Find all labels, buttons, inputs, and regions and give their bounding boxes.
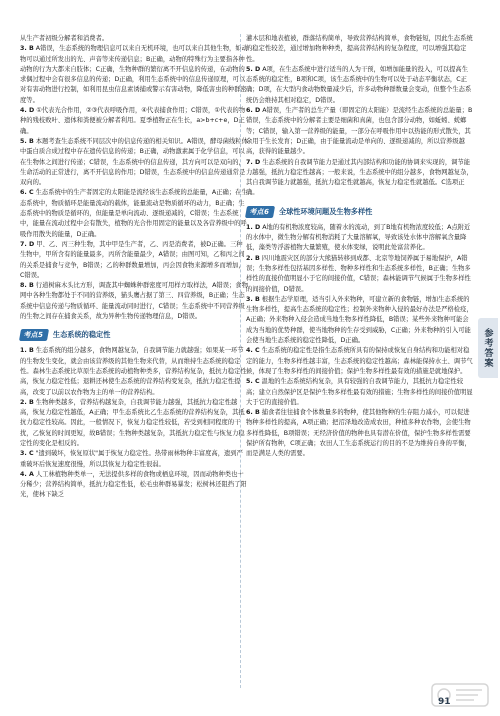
answer-explanation: 本题考查生态系统不同层次中的信息传递的相关知识。A错误，酵母菌线粒体中蛋白质合成过程中存在遗传信息的传递；B正确，动物激素属于化学信息，可以在生物体之间进行传递；C错误，生态系统中的信息传递，其方向可以是双向的，生命活动的正常进行，离不开信息的作用；D错误，生态系统中的信息传递通常是双向的。 <box>20 137 248 187</box>
answer-item <box>20 281 248 322</box>
answer-number: 6. D <box>246 107 261 115</box>
answer-explanation: 根据生态学原理，适当引入外来物种，可建立新的食物链，增加生态系统的生物多样性，提高生态系统的稳定性；控制外来物种入侵的最好办法是严格检疫，A正确；外来物种入侵会造成当地生物多样性降低，B错误；某些外来物种可能会成为当地的优势种群，使当地物种的生存受到威胁，C正确；外来物种的引入可能会使当地生态系统的稳定性降低，D正确。 <box>246 295 473 345</box>
answer-explanation: ①代表光合作用，②③代表呼吸作用，④代表捕食作用；C错误，①代表的物种的残枝败叶、遗体和粪便被分解者利用。夏季植物正在生长，a>b+c+e，D正确。 <box>20 107 246 135</box>
answer-number: 4. D <box>20 107 35 115</box>
section-badge: 考点6 <box>245 206 275 218</box>
section-header-5 <box>20 328 248 342</box>
answer-number: 2. B <box>20 398 34 406</box>
answer-item <box>20 106 248 137</box>
answer-explanation: 生物种类越多，营养结构越复杂，自我调节能力越强，其抵抗力稳定性越高，恢复力稳定性越低，A正确；甲生态系统比乙生态系统的营养结构复杂，其抵抗力稳定性较高。因此，一般情况下，恢复力稳定性较低，若受到相同程度的干扰，乙恢复的时间更短，故B错误；生物种类越复杂，其抵抗力稳定性与恢复力稳定性的变化是相反的。 <box>20 398 245 447</box>
answer-explanation: A错误，生产者的总生产量（即固定的太阳能）是流经生态系统的总能量；B错误，生态系统中的分解者主要是细菌和真菌，也包含部分动物，如蚯蚓、蜣螂等；C错误，输入第一营养级的能量，一部分在呼吸作用中以热能的形式散失，其余用于生长发育；D正确，由于能量流动是单向的、逐级递减的，所以营养级越高，获得的能量越少。 <box>246 107 473 156</box>
column-divider <box>240 34 241 688</box>
answer-number: 1. D <box>246 223 261 231</box>
answer-number: 5. D <box>246 65 261 73</box>
answer-item <box>246 158 474 199</box>
answer-item <box>20 470 248 501</box>
answer-number: 7. D <box>20 240 35 248</box>
section-title: 全球性环境问题及生物多样性 <box>278 206 373 216</box>
side-tab <box>478 318 498 378</box>
answer-number: 3. C <box>20 450 34 458</box>
answer-item <box>20 188 248 239</box>
answer-number: 4. A <box>20 470 34 478</box>
page-number: 91 <box>438 697 451 707</box>
answer-number: 5. C <box>246 378 260 386</box>
answer-explanation: 灌木层和地表植被，群落结构简单，导致营养结构简单，食物链短，因此生态系统的稳定性较差，通过增加物种种类，提高营养结构的复杂程度，可以增强其稳定性。 <box>246 35 473 63</box>
side-tab-label: 参考答案 <box>482 328 493 368</box>
answer-explanation: 生态系统中的生产者固定的太阳能是流经该生态系统的总能量，A正确；在生态系统中，物质循环是能量流动的载体，能量流动是物质循环的动力，B正确；生态系统中的物质是循环的，但能量是单向流动、逐级递减的，C错误；生态系统中，能量在流动过程中会有散失，植物的光合作用固定的能量以及各营养级中的呼吸作用散失的能量，D正确。 <box>20 189 248 238</box>
answer-explanation: "遗到破坏，恢复原状"属于恢复力稳定性。热带雨林物种丰富度高，遗到严重破坏后恢复速度很慢，所以其恢复力稳定性很弱。 <box>20 450 243 468</box>
section-title: 生态系统的稳定性 <box>52 330 111 340</box>
answer-number: 7. D <box>246 158 261 166</box>
answer-item <box>246 377 474 408</box>
answer-item <box>246 106 474 157</box>
right-column <box>246 34 474 460</box>
answer-item <box>20 137 248 188</box>
answer-item <box>20 44 248 106</box>
answer-number: 6. C <box>20 189 34 197</box>
answer-item <box>246 223 474 254</box>
answer-explanation: 生态系统的组分越多，食物网越复杂，自我调节能力就越强；如果某一环节的生物发生变化，就会由该营养级的其他生物来代替，从而维持生态系统的稳定性。森林生态系统比草原生态系统的动植物种类多，营养结构复杂，抵抗力稳定性高，恢复力稳定性低；退耕还林使生态系统的营养结构变复杂，抵抗力稳定性提高，改变了以前以农作物为主的单一的营养结构。 <box>20 347 247 396</box>
answer-explanation: 甲、乙、丙三种生物，其中甲是生产者，乙、丙是消费者，被D正确。三种生物中，甲所含有的能量最多，丙所含能量最少，A错误；由图可知，乙和丙之间的关系是捕食与竞争，B错误；乙的种群数量增加，丙会因食物来源增多而增加，C错误。 <box>20 240 245 279</box>
answer-explanation: 生态系统的自我调节能力是通过其内部结构和功能的协调来实现的，调节能力越强，抵抗力稳定性越高；一般来说，生态系统中的组分越多，食物网越复杂，其自我调节能力就越强，抵抗力稳定性就越高，恢复力稳定性就越低。C选项正确。 <box>246 158 473 197</box>
answer-explanation: 四川地震灾区的部分大熊猫转移到成都、北京等地饲养属于易地保护，A错误；生物多样性包括基因多样性、物种多样性和生态系统多样性，B正确；生物多样性的直接价值明显小于它的间接价值，C错误；森林能调节气候属于生物多样性的间接价值，D错误。 <box>246 254 471 293</box>
answer-number: 2. B <box>246 254 260 262</box>
answer-item <box>246 346 474 377</box>
answer-number: 1. B <box>20 347 34 355</box>
answer-explanation: 人工林植物种类单一，无法提供多样的食物或栖息环境，因而动物种类也十分稀少；营养结构简单，抵抗力稳定性低，松毛虫种群易暴发；松树林还阻挡了阳光，使林下缺乏 <box>20 470 247 499</box>
section-badge: 考点5 <box>19 329 49 341</box>
answer-item <box>20 346 248 397</box>
answer-explanation: 温地的生态系统结构复杂，具有较强的自我调节能力，其抵抗力稳定性较高；建立自然保护区是保护生物多样性最有效的措施；生物多样性的间接价值明显大于它的直接价值。 <box>246 378 473 406</box>
answer-explanation: 行道树麻木头比方形，调查其中蜘蛛种群密度可用样方取样法，A错误；食物网中各种生物都处于不同的营养级，猫头鹰占据了第三、四营养级，B正确；生态系统中信息传递与物质循环、能量流动同时进行，C错误；生态系统中不同营养级的生物之间存在捕食关系，故为异种生物传递物理信息，D错误。 <box>20 282 248 321</box>
answer-explanation: 生态系统的稳定性是指生态系统所具有的保持或恢复自身结构和功能相对稳定的能力，生物多样性越丰富，生态系统的稳定性越高；森林能保持水土、调节气候，体现了生物多样性的间接价值；保护生物多样性最有效的措施是就地保护。 <box>246 347 473 375</box>
answer-number: 5. B <box>20 137 34 145</box>
answer-item <box>246 295 474 346</box>
intro-text: 从生产者初级分解者和消费者。 <box>20 35 109 42</box>
answer-item <box>20 240 248 281</box>
answer-explanation: A地的有机物浓度较高，随着水的流动，到了B地有机物浓度较低；A点附近的水体中，微生物分解有机物消耗了大量溶解氧，导致该处水体中溶解氧含量降低，藻类等浮游植物大量繁殖，使水体变绿，说明此处富营养化。 <box>246 223 471 252</box>
answer-item <box>246 254 474 295</box>
answer-item <box>20 449 248 470</box>
answer-item <box>246 65 474 106</box>
answer-explanation: A项，在生态系统中进行适当的人为干预，如增加能量的投入，可以提高生态系统的稳定性，B项和C项，该生态系统中的生物可以处于动态平衡状态，C正确；D项，在大型内食动物数量减少后，许多动物种群数量会变动，但整个生态系统仍会维持其相对稳定，D错误。 <box>246 65 472 104</box>
answer-number: 3. B <box>246 295 260 303</box>
answer-item <box>20 398 248 449</box>
answer-explanation: A错误，生态系统的物理信息可以来自无机环境，也可以来自其他生物，如动物可以通过所发出的光、声音等来传递信息；B正确，动物的特殊行为主要指各种动物的行为大都来自肢体；C正确，生物种群的繁衍离不开信息的传递，在动物的求偶过程中会有很多信息的传递；D正确，利用生态系统中的信息传递原理，可以对有害动物进行控制，如利用昆虫信息素诱捕或警示有害动物，降低害虫的种群密度等。 <box>20 45 248 104</box>
answer-number: 3. B <box>20 45 34 53</box>
answer-item <box>246 34 474 65</box>
answer-number: 6. B <box>246 409 260 417</box>
section-header-6 <box>246 205 474 219</box>
answer-explanation: 捕食者往往捕食个体数量多的物种，使其他物种的生存阻力减小，可以促进物种多样性的提高，A项正确；把沼泽地改造成农田，种植多种农作物，会使生物多样性降低，B项错误；无经济价值的物种也具有潜在价值，保护生物多样性需要保护所有物种，C项正确；农田人工生态系统运行的目的不是为维持自身的平衡，而是满足人类的需要。 <box>246 409 471 458</box>
answer-number: 4. C <box>246 347 260 355</box>
answer-item <box>246 408 474 459</box>
left-column <box>20 34 248 501</box>
answer-number: 8. B <box>20 282 34 290</box>
